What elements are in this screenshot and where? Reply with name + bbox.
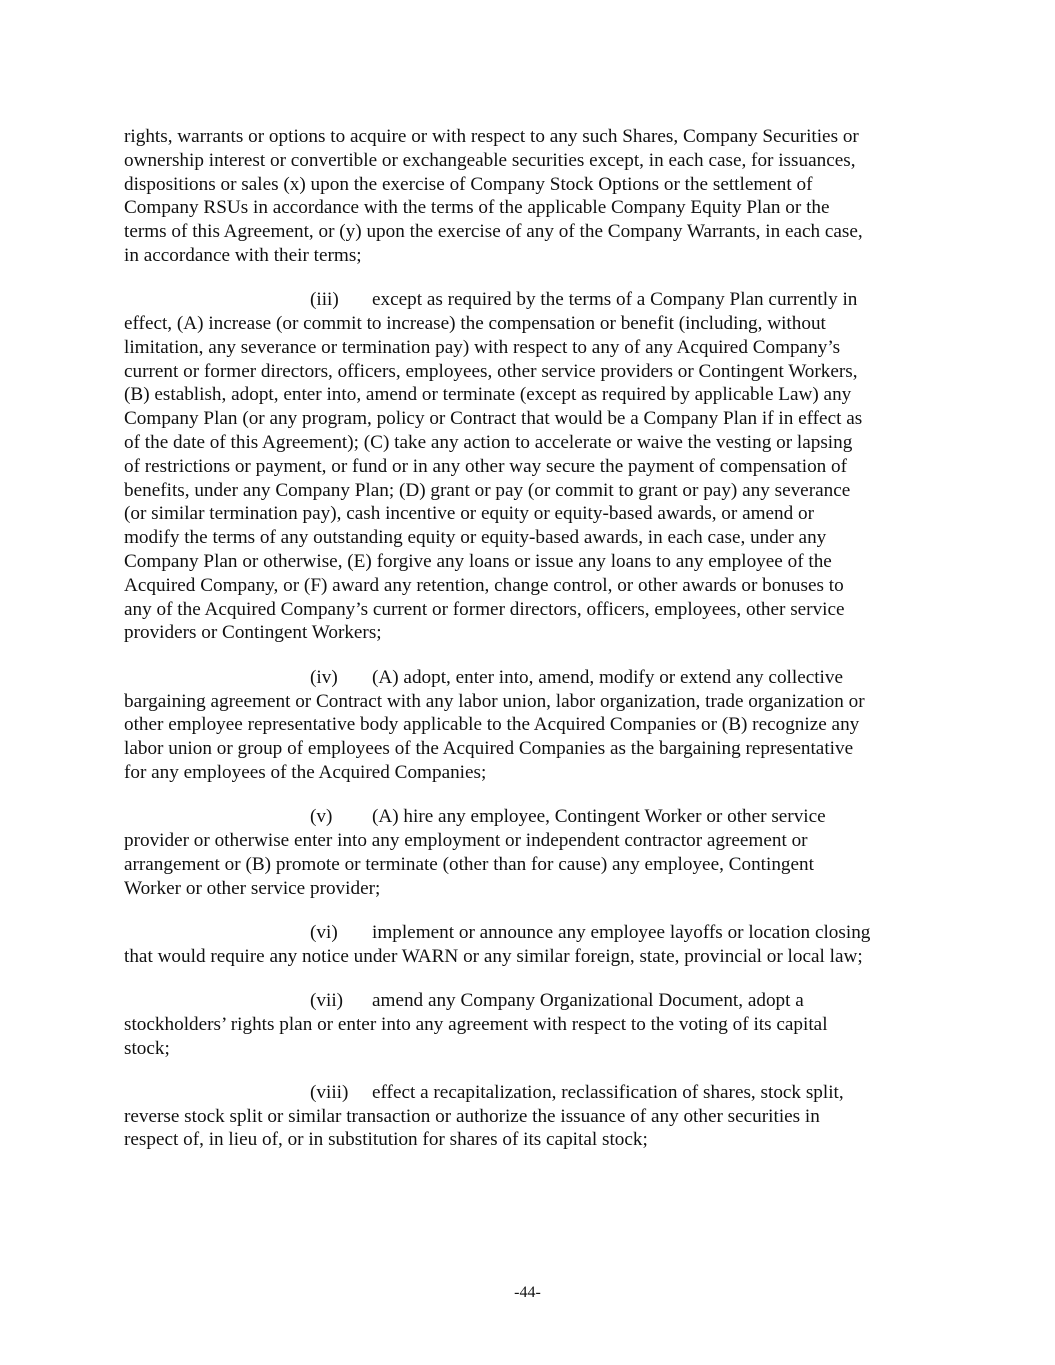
- clause-first-line: [124, 288, 934, 312]
- paragraph-line: Company RSUs in accordance with the terms of the applicable Company Equity Plan or the: [124, 197, 830, 219]
- clause-viii: [124, 1081, 934, 1152]
- paragraph-line: ownership interest or convertible or exchangeable securities except, in each case, for issuances,: [124, 149, 856, 171]
- paragraph-line: (B) establish, adopt, enter into, amend or terminate (except as required by applicable Law) any: [124, 384, 852, 406]
- paragraph-line: benefits, under any Company Plan; (D) grant or pay (or commit to grant or pay) any severance: [124, 479, 851, 501]
- paragraph-line: dispositions or sales (x) upon the exercise of Company Stock Options or the settlement of: [124, 173, 813, 195]
- paragraph-line: Company Plan (or any program, policy or Contract that would be a Company Plan if in effect as: [124, 408, 863, 430]
- clause-v: [124, 805, 934, 900]
- clause-marker: (iv): [310, 666, 338, 688]
- clause-vi: [124, 921, 934, 969]
- paragraph-continuation: [124, 125, 934, 268]
- paragraph-line: bargaining agreement or Contract with any labor union, labor organization, trade organization or: [124, 690, 865, 712]
- paragraph-line: of restrictions or payment, or fund or in any other way secure the payment of compensation of: [124, 455, 848, 477]
- paragraph-line: terms of this Agreement, or (y) upon the exercise of any of the Company Warrants, in each case,: [124, 221, 863, 243]
- paragraph-line: reverse stock split or similar transaction or authorize the issuance of any other securities in: [124, 1105, 820, 1127]
- paragraph-line: respect of, in lieu of, or in substitution for shares of its capital stock;: [124, 1129, 648, 1151]
- paragraph-line: Company Plan or otherwise, (E) forgive any loans or issue any loans to any employee of the: [124, 551, 832, 573]
- clause-iv: [124, 666, 934, 785]
- clause-first-line: [124, 666, 934, 690]
- paragraph-line: (or similar termination pay), cash incentive or equity or equity-based awards, or amend or: [124, 503, 814, 525]
- paragraph-line: limitation, any severance or termination pay) with respect to any of any Acquired Company’s: [124, 336, 841, 358]
- paragraph-line: any of the Acquired Company’s current or former directors, officers, employees, other service: [124, 598, 845, 620]
- paragraph-line: effect a recapitalization, reclassification of shares, stock split,: [372, 1081, 844, 1103]
- page-number: -44-: [514, 1284, 541, 1301]
- paragraph-line: other employee representative body applicable to the Acquired Companies or (B) recognize any: [124, 714, 860, 736]
- paragraph-line: stockholders’ rights plan or enter into any agreement with respect to the voting of its capital: [124, 1013, 828, 1035]
- clause-first-line: [124, 805, 934, 829]
- paragraph-line: arrangement or (B) promote or terminate (other than for cause) any employee, Contingent: [124, 853, 814, 875]
- paragraph-line: amend any Company Organizational Document, adopt a: [372, 990, 804, 1011]
- clause-marker: (v): [310, 806, 333, 828]
- paragraph-line: effect, (A) increase (or commit to increase) the compensation or benefit (including, without: [124, 313, 826, 335]
- document-body: [124, 125, 934, 1173]
- paragraph-line: Acquired Company, or (F) award any retention, change control, or other awards or bonuses to: [124, 574, 844, 596]
- paragraph-line: modify the terms of any outstanding equity or equity-based awards, in each case, under any: [124, 527, 827, 549]
- paragraph-line: current or former directors, officers, employees, other service providers or Contingent Workers,: [124, 360, 858, 382]
- paragraph-line: of the date of this Agreement); (C) take any action to accelerate or waive the vesting or lapsing: [124, 432, 853, 454]
- clause-first-line: [124, 1081, 934, 1105]
- paragraph-line: implement or announce any employee layoffs or location closing: [372, 921, 871, 943]
- paragraph-line: except as required by the terms of a Company Plan currently in: [372, 289, 858, 311]
- paragraph-line: stock;: [124, 1037, 170, 1059]
- paragraph-line: rights, warrants or options to acquire or with respect to any such Shares, Company Securities or: [124, 126, 859, 147]
- paragraph-line: labor union or group of employees of the Acquired Companies as the bargaining representative: [124, 738, 854, 760]
- clause-marker: (iii): [310, 289, 339, 311]
- paragraph-line: providers or Contingent Workers;: [124, 622, 382, 644]
- paragraph-line: in accordance with their terms;: [124, 244, 362, 266]
- clause-first-line: [124, 989, 934, 1013]
- paragraph-line: for any employees of the Acquired Companies;: [124, 761, 487, 783]
- clause-marker: (viii): [310, 1081, 349, 1103]
- paragraph-line: (A) hire any employee, Contingent Worker or other service: [372, 806, 826, 828]
- paragraph-line: Worker or other service provider;: [124, 877, 381, 899]
- clause-vii: [124, 989, 934, 1060]
- clause-marker: (vii): [310, 990, 344, 1011]
- clause-iii: [124, 288, 934, 645]
- clause-marker: (vi): [310, 921, 338, 943]
- paragraph-line: that would require any notice under WARN or any similar foreign, state, provincial or local law;: [124, 945, 863, 967]
- clause-first-line: [124, 921, 934, 945]
- paragraph-line: (A) adopt, enter into, amend, modify or extend any collective: [372, 666, 844, 688]
- paragraph-line: provider or otherwise enter into any employment or independent contractor agreement or: [124, 830, 808, 852]
